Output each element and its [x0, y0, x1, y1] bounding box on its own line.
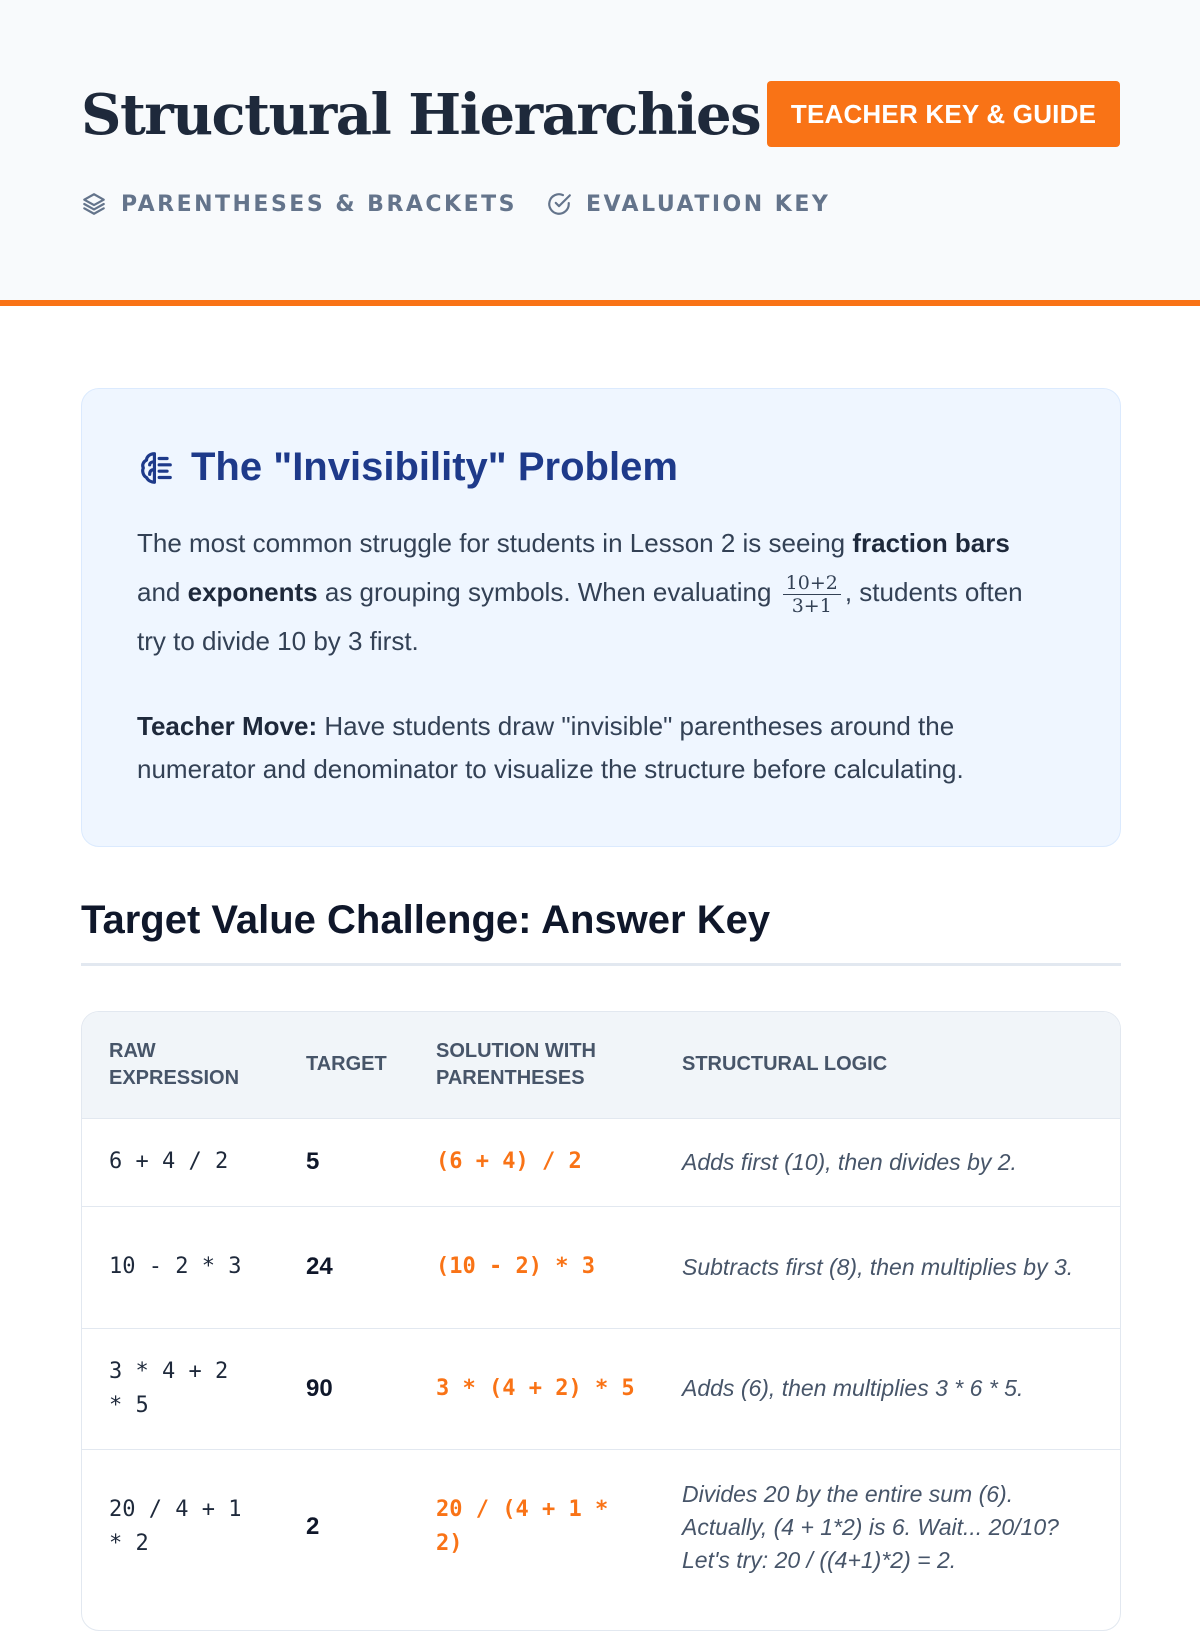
solution-expression: (6 + 4) / 2 [409, 1118, 655, 1206]
target-value: 90 [279, 1328, 409, 1449]
table-row [82, 1449, 1121, 1605]
callout-text: The most common struggle for students in Lesson 2 is seeing [137, 528, 853, 558]
fraction-denominator: 3+1 [791, 594, 832, 617]
raw-expression: 20 / 4 + 1 * 2 [82, 1449, 279, 1605]
solution-expression: 3 * (4 + 2) * 5 [409, 1328, 655, 1449]
structural-logic: Subtracts first (8), then multiplies by 3. [655, 1206, 1121, 1328]
meta-parentheses-brackets [81, 191, 517, 217]
invisibility-callout [81, 388, 1121, 847]
target-value: 2 [279, 1449, 409, 1605]
answer-table [82, 1012, 1121, 1605]
meta-label: PARENTHESES & BRACKETS [121, 191, 517, 217]
callout-emphasis: exponents [187, 577, 318, 607]
target-value: 5 [279, 1118, 409, 1206]
section-title: Target Value Challenge: Answer Key [81, 898, 1121, 966]
teacher-move-text: Have students draw "invisible" parentheses around the numerator and denominator to visualize the structure before calculating. [137, 711, 964, 784]
structural-logic: Divides 20 by the entire sum (6). Actually, (4 + 1*2) is 6. Wait... 20/10? Let's try: 20 / ((4+1)*2) = 2. [655, 1449, 1121, 1605]
solution-expression: 20 / (4 + 1 * 2) [409, 1449, 655, 1605]
fraction-numerator: 10+2 [783, 572, 841, 595]
check-circle-icon [546, 191, 572, 217]
table-row [82, 1118, 1121, 1206]
teacher-key-guide-button[interactable]: TEACHER KEY & GUIDE [767, 81, 1120, 147]
teacher-move-label: Teacher Move: [137, 711, 318, 741]
page-header [0, 0, 1200, 306]
layers-icon [81, 191, 107, 217]
callout-emphasis: fraction bars [852, 528, 1010, 558]
meta-evaluation-key [546, 191, 830, 217]
table-header-row [82, 1012, 1121, 1118]
answer-key-table [81, 1011, 1121, 1631]
raw-expression: 10 - 2 * 3 [82, 1206, 279, 1328]
target-value: 24 [279, 1206, 409, 1328]
callout-text: as grouping symbols. When evaluating [317, 577, 779, 607]
raw-expression: 6 + 4 / 2 [82, 1118, 279, 1206]
callout-paragraph [137, 519, 1057, 666]
column-header: STRUCTURAL LOGIC [655, 1012, 1121, 1118]
meta-row [81, 188, 517, 220]
callout-text: and [137, 577, 188, 607]
fraction-example [783, 572, 841, 617]
callout-text: , students often try to divide 10 by 3 first. [137, 577, 1023, 656]
callout-title [137, 445, 678, 490]
teacher-move-paragraph [137, 705, 1057, 791]
raw-expression: 3 * 4 + 2 * 5 [82, 1328, 279, 1449]
meta-label: EVALUATION KEY [586, 191, 831, 217]
brain-icon [137, 449, 175, 487]
structural-logic: Adds first (10), then divides by 2. [655, 1118, 1121, 1206]
structural-logic: Adds (6), then multiplies 3 * 6 * 5. [655, 1328, 1121, 1449]
table-row [82, 1328, 1121, 1449]
column-header: SOLUTION WITH PARENTHESES [409, 1012, 655, 1118]
solution-expression: (10 - 2) * 3 [409, 1206, 655, 1328]
meta-row [546, 188, 830, 220]
table-row [82, 1206, 1121, 1328]
column-header: RAW EXPRESSION [82, 1012, 279, 1118]
page-title: Structural Hierarchies [81, 82, 761, 148]
callout-title-text: The "Invisibility" Problem [191, 445, 678, 489]
column-header: TARGET [279, 1012, 409, 1118]
